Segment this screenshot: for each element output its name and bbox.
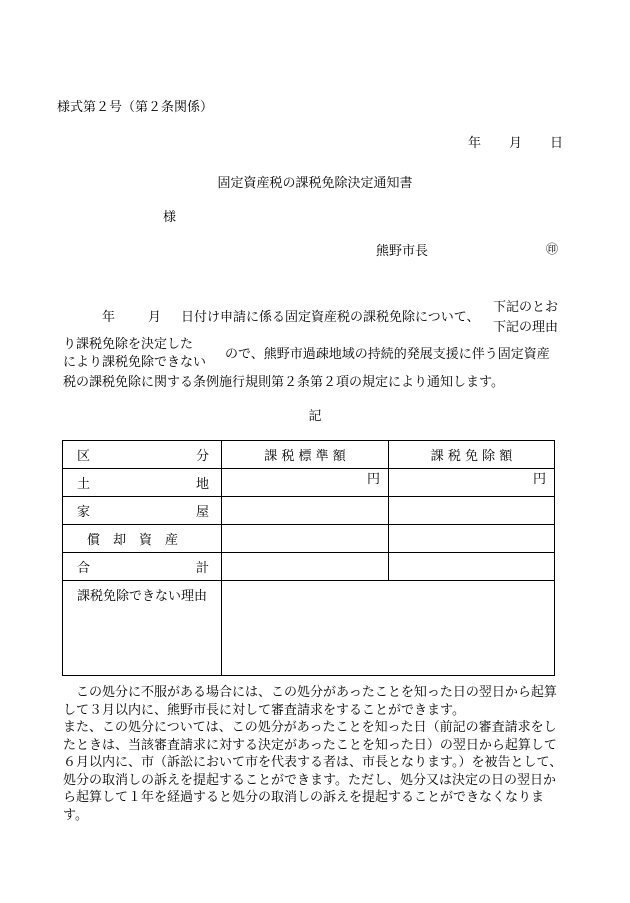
reason-field[interactable] <box>222 581 555 676</box>
notice-para1: この処分に不服がある場合には、この処分があったことを知った日の翌日から起算して３月以内に、熊野市長に対して審査請求をすることができます。 <box>63 685 557 718</box>
notice-para2: また、この処分については、この処分があったことを知った日（前記の審査請求をしたときは、当該審査請求に対する決定があったことを知った日）の翌日から起算して６月以内に、市（訴訟において市を代表する者は、市長となります。）を被告として、処分の取消しの訴えを提起することができます。ただし、処分又は決定の日の翌日から起算して１年を経過すると処分の取消しの訴えを提起することができなくなります。 <box>63 720 563 823</box>
row-label-total: 合 計 <box>63 553 222 581</box>
option2-line1: り課税免除を決定した <box>63 337 194 352</box>
table-row <box>63 525 555 553</box>
reason-row <box>63 581 555 676</box>
appeal-notice <box>63 684 563 824</box>
row-label-house: 家 屋 <box>63 497 222 525</box>
document-title: 固定資産税の課税免除決定通知書 <box>217 176 413 191</box>
land-exempt-amount[interactable]: 円 <box>389 469 555 497</box>
table-row <box>63 553 555 581</box>
body-line2: ので、熊野市過疎地域の持続的発展支援に伴う固定資産 <box>225 347 550 362</box>
body-line3: 税の課税免除に関する条例施行規則第２条第２項の規定により通知します。 <box>63 375 504 390</box>
row-label-depreciable-assets: 償 却 資 産 <box>63 525 222 553</box>
house-standard-amount[interactable] <box>222 497 389 525</box>
table-row <box>63 469 555 497</box>
reason-label: 課税免除できない理由 <box>63 581 222 676</box>
addressee-suffix: 様 <box>163 210 177 225</box>
header-standard-amount: 課 税 標 準 額 <box>222 441 389 469</box>
table-row <box>63 497 555 525</box>
form-number: 様式第２号（第２条関係） <box>57 100 214 115</box>
total-exempt-amount[interactable] <box>389 553 555 581</box>
land-standard-amount[interactable]: 円 <box>222 469 389 497</box>
seal-mark: ㊞ <box>546 242 559 256</box>
option1-line2: 下記の理由 <box>493 320 559 335</box>
tax-table <box>62 440 555 676</box>
assets-standard-amount[interactable] <box>222 525 389 553</box>
ki-heading: 記 <box>308 409 322 424</box>
row-label-land: 土 地 <box>63 469 222 497</box>
header-exempt-amount: 課 税 免 除 額 <box>389 441 555 469</box>
body-line1: 日付け申請に係る固定資産税の課税免除について、 <box>181 310 480 325</box>
option2-line2: により課税免除できない <box>63 355 207 370</box>
issue-date <box>468 132 563 151</box>
body-month: 月 <box>148 310 162 325</box>
assets-exempt-amount[interactable] <box>389 525 555 553</box>
date-month: 月 <box>508 136 522 151</box>
house-exempt-amount[interactable] <box>389 497 555 525</box>
table-header-row <box>63 441 555 469</box>
date-year: 年 <box>468 136 482 151</box>
total-standard-amount[interactable] <box>222 553 389 581</box>
header-category: 区 分 <box>63 441 222 469</box>
body-year: 年 <box>102 310 116 325</box>
date-day: 日 <box>549 136 563 151</box>
option1-line1: 下記のとお <box>493 300 559 315</box>
issuer-name: 熊野市長 <box>376 244 429 259</box>
